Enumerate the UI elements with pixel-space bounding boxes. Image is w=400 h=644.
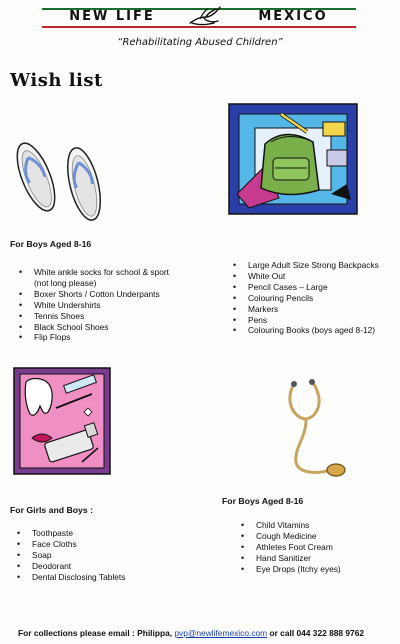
boys-health-list — [232, 520, 400, 575]
email-link[interactable]: pvp@newlifemexico.com — [174, 628, 268, 638]
list-item: • Hand Sanitizer — [232, 553, 400, 564]
list-item-continued: (not long please) — [34, 277, 97, 288]
footer-suffix: or call 044 322 888 9762 — [269, 628, 365, 638]
boys-health-heading: For Boys Aged 8-16 — [222, 496, 304, 506]
brand-name-left: NEW LIFE — [69, 9, 155, 24]
list-item: • Soap — [8, 550, 208, 561]
toothpaste-icon — [12, 366, 112, 476]
list-item: • White Out — [224, 271, 400, 282]
tagline: “Rehabilitating Abused Children” — [117, 37, 283, 48]
list-item: • Boxer Shorts / Cotton Underpants — [10, 289, 210, 300]
list-item: • Large Adult Size Strong Backpacks — [224, 260, 400, 271]
list-item: • Colouring Books (boys aged 8-12) — [224, 325, 400, 336]
list-item: • Deodorant — [8, 561, 208, 572]
brand-name-right: MEXICO — [258, 9, 328, 24]
list-item: • Tennis Shoes — [10, 311, 210, 322]
list-item: • Toothpaste — [8, 528, 208, 539]
girls-and-boys-list — [8, 528, 208, 583]
boys-clothes-heading: For Boys Aged 8-16 — [10, 239, 92, 249]
hand-logo-icon — [186, 3, 226, 29]
page-title: Wish list — [10, 70, 103, 91]
list-item: • Markers — [224, 304, 400, 315]
list-item: • Colouring Pencils — [224, 293, 400, 304]
list-item: • Black School Shoes — [10, 322, 210, 333]
boys-clothes-list — [10, 267, 210, 343]
backpack-icon — [227, 102, 359, 216]
list-item: • Flip Flops — [10, 332, 210, 343]
list-item: • Cough Medicine — [232, 531, 400, 542]
list-item: • White ankle socks for school & sport — [10, 267, 210, 278]
list-item: • Pencil Cases – Large — [224, 282, 400, 293]
girls-and-boys-heading: For Girls and Boys : — [10, 505, 94, 515]
list-item: • Face Cloths — [8, 539, 208, 550]
stethoscope-icon — [284, 378, 354, 480]
list-item: • Dental Disclosing Tablets — [8, 572, 208, 583]
list-item: • Athletes Foot Cream — [232, 542, 400, 553]
school-supplies-list — [224, 260, 400, 336]
list-item: • Pens — [224, 315, 400, 326]
flip-flops-icon — [10, 122, 110, 234]
footer-prefix: For collections please email : Philippa, — [18, 628, 173, 638]
list-item: • Child Vitamins — [232, 520, 400, 531]
footer-contact — [18, 628, 364, 638]
list-item: • White Undershirts — [10, 300, 210, 311]
list-item: • Eye Drops (Itchy eyes) — [232, 564, 400, 575]
